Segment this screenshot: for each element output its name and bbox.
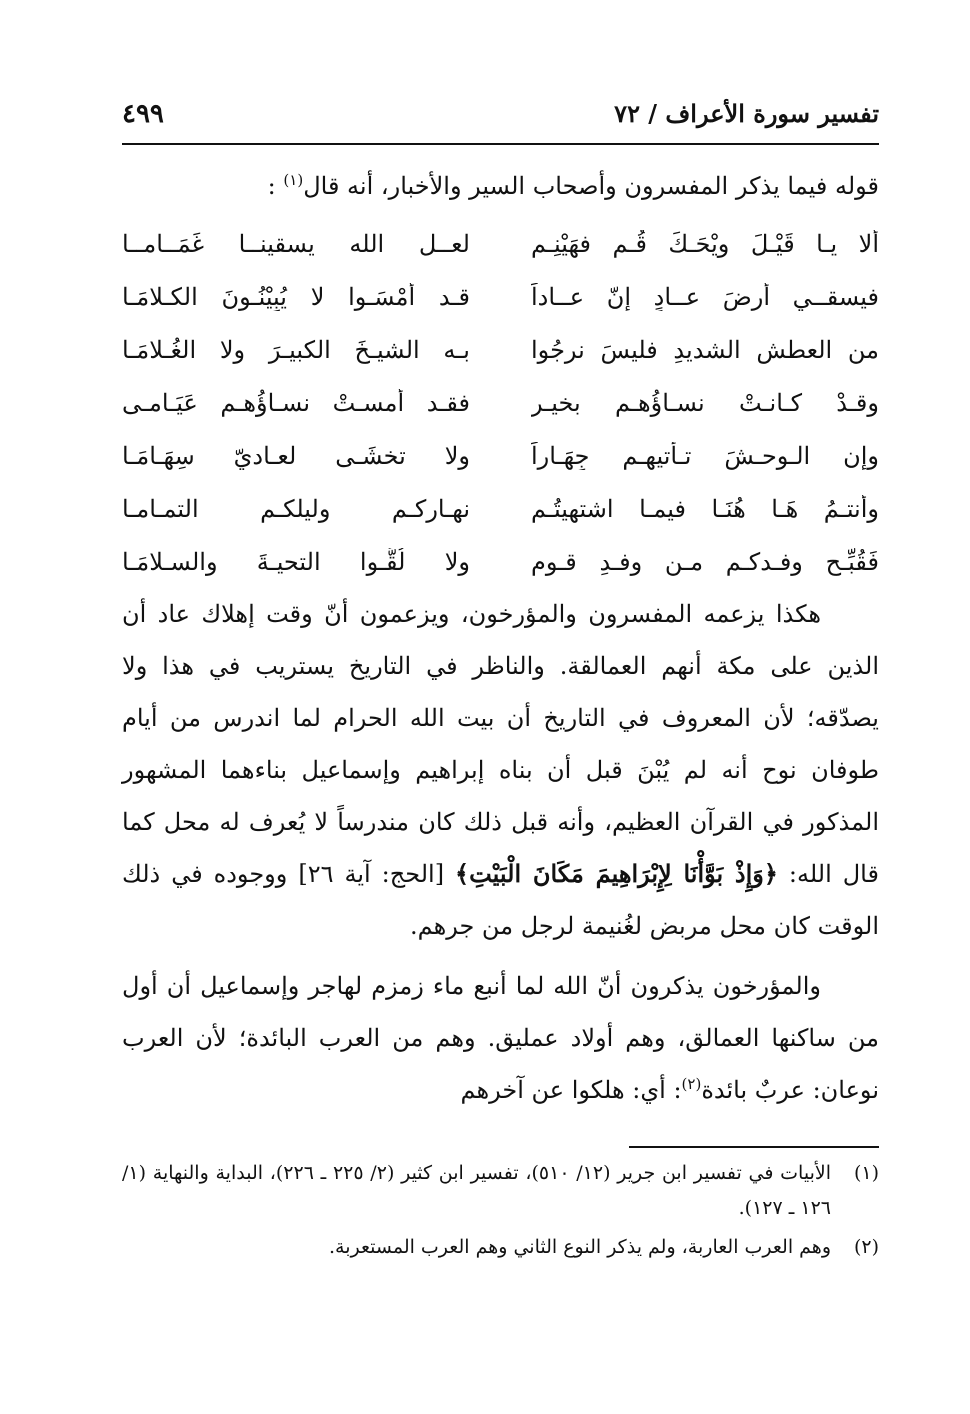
body-paragraph-1 — [122, 588, 879, 952]
paragraph-text: [الحج: آية ٢٦] ووجوده في ذلك الوقت كان محل مربض لغُنيمة لرجل من جرهم. — [122, 860, 879, 940]
verse-second-hemistich: قـد أمْسَـوا لا يُبِيْنُـونَ الكـلامَـا — [122, 282, 470, 311]
verse — [122, 270, 879, 323]
verse-second-hemistich: ولا تخشَـى لعـاديّ سِهَـامَـا — [122, 441, 470, 470]
footnote-text: الأبيات في تفسير ابن جرير (١٢/ ٥١٠)، تفسير ابن كثير (٢/ ٢٢٥ ـ ٢٢٦)، البداية والنهاية (١/ ١٢٦ ـ ١٢٧). — [122, 1162, 831, 1219]
paragraph-text: هكذا يزعمه المفسرون والمؤرخون، ويزعمون أنّ وقت إهلاك عاد أن الذين على مكة أنهم العمالقة. والناظر في التاريخ يستريب في هذا ولا يصدّقه؛ لأن المعروف في التاريخ أن بيت الله الحرام لما اندرس من أيام طوفان نوح أنه لم يُبْنَ قبل أن بناه إبراهيم وإسماعيل بناءهما المشهور المذكور في القرآن العظيم، وأنه قبل ذلك كان مندرساً لا يُعرف له محل كما قال الله: — [122, 600, 879, 888]
footnote-number: (٢) — [853, 1236, 879, 1258]
verse-second-hemistich: فقـد أمسـتْ نسـاؤُهـم عَيَـامـى — [122, 388, 470, 417]
verse — [122, 535, 879, 588]
intro-colon: : — [267, 172, 276, 200]
paragraph-text: : أي: هلكوا عن آخرهم — [460, 1076, 682, 1104]
running-title: تفسير سورة الأعراف / ٧٢ — [614, 99, 879, 128]
verse-second-hemistich: بـه الشيـخَ الكبيـرَ ولا الغُـلامَـا — [122, 335, 470, 364]
verse-second-hemistich: ولا لُقُّـوا التحيـةَ والسـلامَـا — [122, 547, 470, 576]
poem-intro — [122, 163, 879, 209]
footnote — [122, 1230, 879, 1265]
paragraph-text: والمؤرخون يذكرون أنّ الله لما أنبع ماء زمزم لهاجر وإسماعيل أن أول من ساكنها العمالق، وهم أولاد عمليق. وهم من العرب البائدة؛ لأن العرب نوعان: عربٌ بائدة — [122, 972, 879, 1104]
footnote-separator — [629, 1146, 879, 1148]
verse — [122, 482, 879, 535]
verse-first-hemistich: فَقُبِّـح وفـدكـم مـن وفـدِ قـومٍ — [531, 547, 879, 576]
poem — [122, 217, 879, 588]
verse — [122, 217, 879, 270]
page-number: ٤٩٩ — [122, 99, 164, 129]
page-header — [122, 95, 879, 145]
footnote-text: وهم العرب العاربة، ولم يذكر النوع الثاني وهم العرب المستعربة. — [328, 1236, 831, 1258]
quran-quote: ﴿وَإِذْ بَوَّأْنَا لِإِبْرَاهِيمَ مَكَانَ الْبَيْتِ﴾ — [455, 859, 778, 888]
intro-text: قوله فيما يذكر المفسرون وأصحاب السير والأخبار، أنه قال — [303, 172, 879, 200]
footnotes — [122, 1156, 879, 1265]
verse-first-hemistich: وقـدْ كـانـتْ نسـاؤُهـم بخيـرٍ — [531, 388, 879, 417]
book-page — [122, 95, 879, 1385]
verse-first-hemistich: وإن الـوحـشَ تـأتيهـم جِهَـاراً — [531, 441, 879, 470]
verse — [122, 429, 879, 482]
footnote-number: (١) — [853, 1162, 879, 1184]
verse-second-hemistich: لعــل الله يسقينــا غَمَــامــا — [122, 229, 470, 258]
footnote-ref-2: (٢) — [681, 1075, 702, 1093]
verse — [122, 376, 879, 429]
verse-first-hemistich: ألا يـا قَيْـلَ ويْحَـكَ قُـم فهَيْنِـم — [531, 229, 879, 258]
body-paragraph-2 — [122, 960, 879, 1116]
footnote — [122, 1156, 879, 1226]
verse-first-hemistich: فيسقــي أرضَ عــادٍ إنّ عــاداً — [531, 282, 879, 311]
footnote-ref-1: (١) — [283, 171, 304, 189]
verse — [122, 323, 879, 376]
verse-first-hemistich: وأنتـمُ هَـا هُنَـا فيمـا اشتهيتُـم — [531, 494, 879, 523]
verse-first-hemistich: من العطشِ الشديدِ فليسَ نرجُوا — [531, 335, 879, 364]
verse-second-hemistich: نهـاركـم وليلكـم التمـامـا — [122, 494, 470, 523]
